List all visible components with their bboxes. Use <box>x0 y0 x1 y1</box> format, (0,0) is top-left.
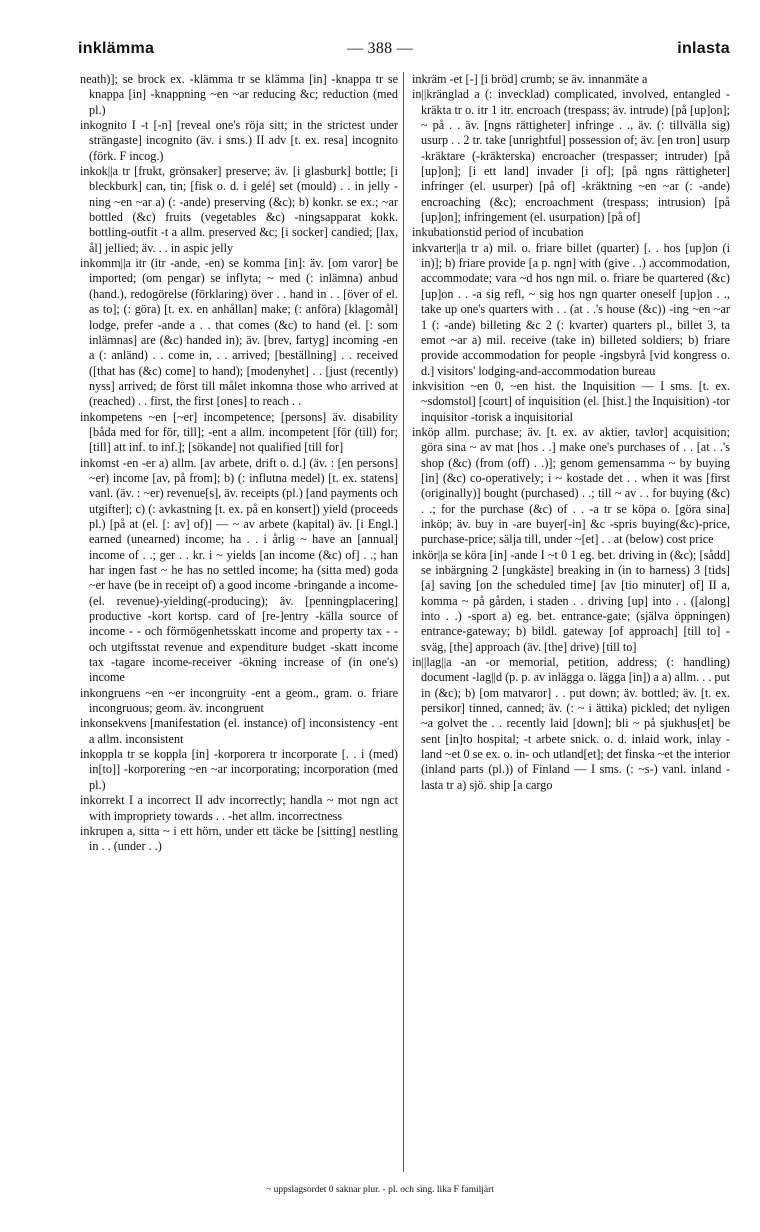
header-last-word: inlasta <box>677 40 730 57</box>
dictionary-entry: inkok||a tr [frukt, grönsaker] preserve; äv. [i glasburk] bottle; [i bleckburk] can, tin; [fisk o. d. i gelé] set (mould) . . in jelly -ning ~en ~ar a) (: -ande) preserving (&c); b) konkr. se ex.; ~ar bottled (&c) fruits (vegetables &c) -ningsapparat kokk. bottling-outfit -t a allm. preserved &c; [i socker] candied; [lax, ål] jellied; äv. . . in aspic jelly <box>80 164 398 255</box>
right-column <box>412 72 730 793</box>
dictionary-entry: inkompetens ~en [~er] incompetence; [persons] äv. disability [båda med for för, till]; -ent a allm. incompetent [för (till) for; [till] att inf. to inf.]; [sökande] not qualified [till for] <box>80 409 398 455</box>
dictionary-entry: inkorrekt I a incorrect II adv incorrectly; handla ~ mot ngn act with impropriety towards . . -het allm. incorrectness <box>80 793 398 823</box>
header-first-word: inklämma <box>78 40 155 57</box>
dictionary-entry: inkomst -en -er a) allm. [av arbete, drift o. d.] (äv. : [en persons] ~er) income [av, på from]; b) (: influtna medel) [t. ex. statens] vanl. (äv. : ~er) revenue[s], äv. receipts (pl.) [and payments och utgifter]; c) (: avkastning [t. ex. på en konsert]) yield (proceeds pl.) [på at (el. [: av] of)] — ~ av arbete (kapital) äv. [i Engl.] earned (unearned) income; ha . . i årlig ~ have an [annual] income of . .; ger . . kr. i ~ yields [an income (&c) of] . .; han har ingen fast ~ he has no settled income; ha (sitta med) goda ~er have (be in receipt of) a good income -bringande a income-(el. revenue)-yielding(-producing); äv. [penningplacering] productive -kort kortsp. card of [re-]entry -källa source of income - - och förmögenhetsskatt income and property tax - - och utgiftsstat revenue and expenditure budget -skatt income tax -tagare income-receiver -ökning increase of (in one's) income <box>80 455 398 685</box>
dictionary-entry: inkubationstid period of incubation <box>412 225 584 240</box>
left-column <box>80 72 398 855</box>
dictionary-entry: inkvarter||a tr a) mil. o. friare billet (quarter) [. . hos [up]on (i in)]; b) friare provide [a p. ngn] with (give . .) accommodation, accommodate; vara ~d hos ngn mil. o. friare be quartered (&c) [up]on . . -a sig refl, ~ sig hos ngn quarter oneself [up]on . ., take up one's quarters with . . (at . .'s house (&c)) -ing ~en ~ar 1 (: -ande) billeting &c 2 (: kvarter) quarters pl., billet 3, ta emot ~ar a) mil. receive (take in) billeted soldiers; b) friare provide accommodation for people -ingsbyrå [vid kongress o. d.] visitors' lodging-and-accommodation bureau <box>412 240 730 378</box>
dictionary-entry: inkräm -et [-] [i bröd] crumb; se äv. innanmäte a <box>412 72 648 86</box>
dictionary-entry: inkoppla tr se koppla [in] -korporera tr incorporate [. . i (med) in[to]] -korporering ~en ~ar incorporating; incorporation (med pl.) <box>80 747 398 792</box>
dictionary-entry: inkonsekvens [manifestation (el. instance) of] inconsistency -ent a allm. inconsistent <box>80 716 398 746</box>
dictionary-entry: in||lag||a -an -or memorial, petition, address; (: handling) document -lag||d (p. p. av inlägga o. lägga [in]) a a) allm. . . put in (&c); b) [om matvaror] . . put down; äv. bottled; äv. [t. ex. persikor] tinned, canned; äv. (: ~ i ättika) pickled; det nyligen ~a golvet the . . recently laid [down]; bli ~ på sjukhus[et] be sent [in]to hospital; -t arbete snick. o. d. inlaid work, inlay -land ~et 0 se ex. o. in- och utland[et]; det finska ~et the interior (inland parts (pl.)) of Finland — I sms. (: ~s-) vanl. inland -lasta tr a) sjö. ship [a cargo <box>412 655 730 792</box>
dictionary-entry: neath)]; se brock ex. -klämma tr se klämma [in] -knappa tr se knappa [in] -knappning ~en ~ar reducing &c; reduction (med pl.) <box>80 72 398 117</box>
page-number: — 388 — <box>346 40 414 57</box>
dictionary-entry: inkrupen a, sitta ~ i ett hörn, under ett täcke be [sitting] nestling in . . (under . .) <box>80 823 398 854</box>
dictionary-entry: inkör||a se köra [in] -ande I ~t 0 1 eg. bet. driving in (&c); [sådd] se inbärgning 2 [ungkäste] breaking in (in to harness) 3 [tids] [a] saving [on the scheduled time] [av [tio minuter] of] II a, komma ~ på gården, i staden . . driving [up] into . . ([along] into . .) -sport a) eg. bet. entrance-gate; (själva öppningen) entrance-gateway; b) bildl. gateway [of approach] [till to] -sväg, [the] approach (äv. [the] drive) [till to] <box>412 547 730 654</box>
dictionary-entry: inkomm||a itr (itr -ande, -en) se komma [in]: äv. [om varor] be imported; (om pengar) se inflyta; ~ med (: inlämna) anbud (hand.), redogörelse (förklaring) över . . hand in . . [över of el. as to]; (: göra) [t. ex. en anhållan] make; (: anföra) [klagomål] lodge, prefer -ande a . . that comes (&c) to hand (el. [: som inlämnas] are (&c) handed in); äv. [brev, fartyg] incoming -en a (: anländ) . . come in, . . arrived; [beställning] . . received ([that has (&c) come] to hand); [modenyhet] . . [just (recently) nyss] arrived; de först till målet inkomna those who arrived at (reached) . . first, the first [ones] to reach . . <box>80 256 398 409</box>
dictionary-entry: inkognito I -t [-n] [reveal one's röja sitt; in the strictest under strängaste] incognito (äv. i sms.) II adv [t. ex. resa] incognito (förk. F incog.) <box>80 118 398 163</box>
column-divider <box>403 72 404 1172</box>
dictionary-entry: inköp allm. purchase; äv. [t. ex. av aktier, tavlor] acquisition; göra sina ~ av mat [hos . .] make one's purchases of . . [at . .'s shop (&c) (from (off) . .)]; genom gemensamma ~ by buying [in] (&c) co-operatively; i ~ kostade det . . when it was [first (originally)] bought (purchased) . .; till ~ av . . for buying (&c) . .; for the purchase (&c) of . . -a tr se köpa o. [göra sina] inköp; äv. buy in -are buyer[-in] &c -spris buying(&c)-price, purchase-price; sälja till, under ~[et] . . at (below) cost price <box>412 424 730 547</box>
footer-legend: ~ uppslagsordet 0 saknar plur. - pl. och sing. lika F familjärt <box>266 1185 494 1195</box>
dictionary-entry: inkvisition ~en 0, ~en hist. the Inquisition — I sms. [t. ex. ~sdomstol] [court] of inquisition (el. [hist.] the Inquisition) -tor inquisitor -torisk a inquisitorial <box>412 378 730 424</box>
dictionary-entry: inkongruens ~en ~er incongruity -ent a geom., gram. o. friare incongruous; geom. äv. incongruent <box>80 685 398 716</box>
dictionary-entry: in||kränglad a (: invecklad) complicated, involved, entangled -kräkta tr o. itr 1 itr. encroach (trespass; äv. intrude) [på [up]on]; ~ på . . äv. [ngns rättigheter] infringe . ., äv. (: tillvälla sig) usurp . . 2 tr. take [unrightful] possession of; äv. [en tron] usurp -kräktare (-kräkterska) encroacher (trespasser; intruder) [på [up]on]; [i ett land] invader [i of]; [på ngns rättigheter] infringer (el. usurper) [på of] -kräktning ~en ~ar (: -ande) encroaching (&c); encroachment (trespass; intrusion) [på [up]on]; infringement (el. usurpation) [på of] <box>412 87 730 225</box>
